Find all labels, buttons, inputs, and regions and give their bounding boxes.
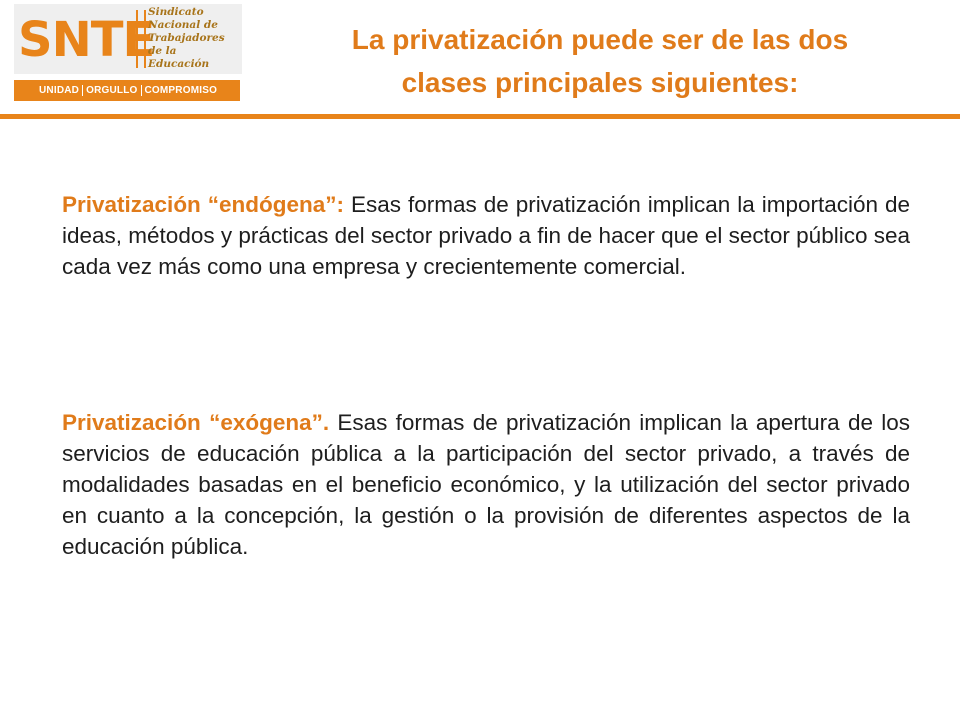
paragraph-lead: Privatización “exógena”. bbox=[62, 410, 330, 435]
logo-name-line: Sindicato bbox=[148, 6, 204, 18]
logo-name-line: Trabajadores de la bbox=[148, 32, 225, 57]
logo-name-line: Educación bbox=[148, 58, 210, 70]
paragraph-text: Esas formas de privatización implican la importación de ideas, métodos y prácticas del sector privado a fin de hacer que el sector público sea cada vez más como una empresa y crecientemente comercial. bbox=[62, 192, 911, 279]
paragraph-lead: Privatización “endógena”: bbox=[62, 192, 345, 217]
snte-logo bbox=[14, 4, 242, 102]
motto-word: COMPROMISO bbox=[141, 85, 221, 96]
paragraph-exogenous bbox=[62, 407, 910, 562]
title-line-2: clases principales siguientes: bbox=[401, 67, 799, 98]
logo-divider bbox=[136, 10, 146, 68]
logo-motto-bar bbox=[14, 80, 240, 101]
title-line-1: La privatización puede ser de las dos bbox=[351, 24, 849, 55]
logo-name-line: Nacional de bbox=[148, 19, 218, 31]
slide-title bbox=[270, 18, 930, 104]
paragraph-text: Esas formas de privatización implican la apertura de los servicios de educación pública a la participación del sector privado, a través de modalidades basadas en el beneficio económico, y la utilización del sector privado en cuanto a la concepción, la gestión o la provisión de diferentes aspectos de la educación pública. bbox=[62, 410, 910, 559]
logo-organization-name bbox=[148, 6, 242, 71]
paragraph-endogenous bbox=[62, 189, 910, 282]
motto-word: ORGULLO bbox=[82, 85, 140, 96]
motto-word: UNIDAD bbox=[39, 85, 80, 96]
logo-letters: SNTE bbox=[18, 12, 155, 68]
header-rule bbox=[0, 114, 960, 119]
